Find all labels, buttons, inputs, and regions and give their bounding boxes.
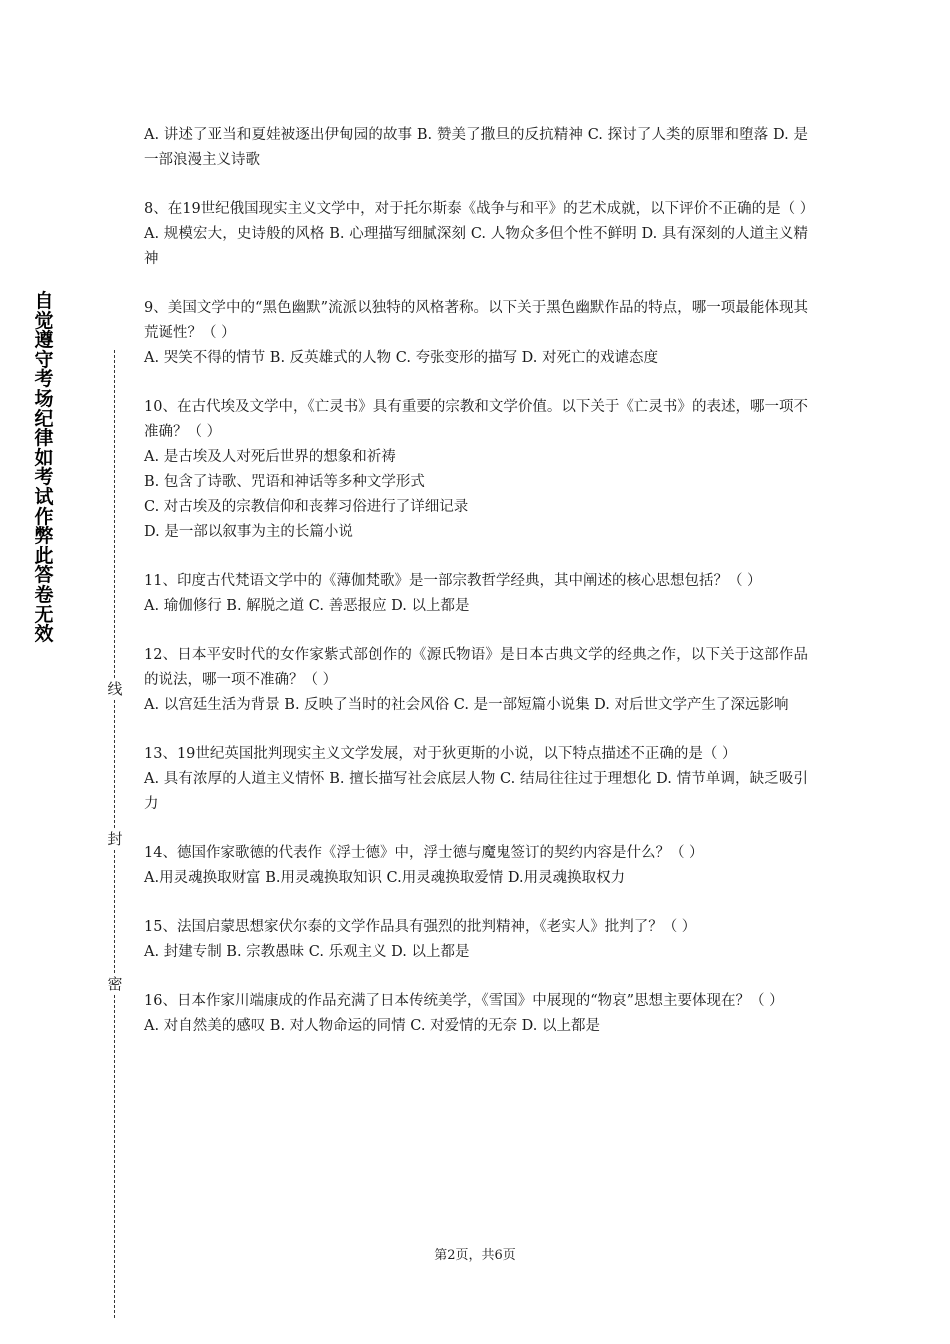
question-block — [144, 742, 808, 817]
question-line: A. 规模宏大，史诗般的风格 B. 心理描写细腻深刻 C. 人物众多但个性不鲜明 D. 具有深刻的人道主义精神 — [144, 226, 808, 267]
page-number-footer: 第2页，共6页 — [434, 1248, 516, 1263]
question-line: A. 瑜伽修行 B. 解脱之道 C. 善恶报应 D. 以上都是 — [144, 598, 470, 614]
question-line: 9、美国文学中的“黑色幽默”流派以独特的风格著称。以下关于黑色幽默作品的特点，哪一项最能体现其荒诞性？（ ） — [144, 300, 808, 341]
binding-label-seal: 封 — [104, 828, 126, 850]
question-block — [144, 123, 808, 173]
exam-discipline-warning: 自觉遵守考场纪律如考试作弊此答卷无效 — [34, 290, 54, 646]
question-block — [144, 395, 808, 545]
question-line: A.用灵魂换取财富 B.用灵魂换取知识 C.用灵魂换取爱情 D.用灵魂换取权力 — [144, 870, 626, 886]
question-block — [144, 841, 808, 891]
binding-label-line: 线 — [104, 678, 126, 700]
question-line: C. 对古埃及的宗教信仰和丧葬习俗进行了详细记录 — [144, 499, 469, 515]
question-line: 16、日本作家川端康成的作品充满了日本传统美学，《雪国》中展现的“物哀”思想主要体现在？（ ） — [144, 993, 784, 1009]
question-block — [144, 989, 808, 1039]
question-line: A. 讲述了亚当和夏娃被逐出伊甸园的故事 B. 赞美了撒旦的反抗精神 C. 探讨了人类的原罪和堕落 D. 是一部浪漫主义诗歌 — [144, 127, 808, 168]
binding-label-secret: 密 — [104, 973, 126, 995]
question-line: D. 是一部以叙事为主的长篇小说 — [144, 524, 353, 540]
question-line: 12、日本平安时代的女作家紫式部创作的《源氏物语》是日本古典文学的经典之作，以下关于这部作品的说法，哪一项不准确？（ ） — [144, 647, 808, 688]
question-block — [144, 197, 815, 272]
question-block — [144, 915, 808, 965]
question-block — [144, 296, 808, 371]
question-block — [144, 643, 808, 718]
question-line: 8、在19世纪俄国现实主义文学中，对于托尔斯泰《战争与和平》的艺术成就，以下评价不正确的是（ ） — [144, 201, 815, 217]
question-line: 10、在古代埃及文学中，《亡灵书》具有重要的宗教和文学价值。以下关于《亡灵书》的表述，哪一项不准确？（ ） — [144, 399, 808, 440]
question-line: A. 是古埃及人对死后世界的想象和祈祷 — [144, 449, 396, 465]
question-line: A. 哭笑不得的情节 B. 反英雄式的人物 C. 夸张变形的描写 D. 对死亡的戏谑态度 — [144, 350, 659, 366]
question-line: A. 封建专制 B. 宗教愚昧 C. 乐观主义 D. 以上都是 — [144, 944, 470, 960]
question-line: A. 对自然美的感叹 B. 对人物命运的同情 C. 对爱情的无奈 D. 以上都是 — [144, 1018, 601, 1034]
question-line: 14、德国作家歌德的代表作《浮士德》中，浮士德与魔鬼签订的契约内容是什么？（ ） — [144, 845, 704, 861]
question-list — [144, 123, 815, 1063]
question-line: A. 以宫廷生活为背景 B. 反映了当时的社会风俗 C. 是一部短篇小说集 D. 对后世文学产生了深远影响 — [144, 697, 789, 713]
question-line: A. 具有浓厚的人道主义情怀 B. 擅长描写社会底层人物 C. 结局往往过于理想化 D. 情节单调，缺乏吸引力 — [144, 771, 808, 812]
question-line: 13、19世纪英国批判现实主义文学发展，对于狄更斯的小说，以下特点描述不正确的是（ ） — [144, 746, 737, 762]
question-line: 11、印度古代梵语文学中的《薄伽梵歌》是一部宗教哲学经典，其中阐述的核心思想包括？（ ） — [144, 573, 762, 589]
question-line: 15、法国启蒙思想家伏尔泰的文学作品具有强烈的批判精神，《老实人》批判了？（ ） — [144, 919, 697, 935]
question-block — [144, 569, 808, 619]
question-line: B. 包含了诗歌、咒语和神话等多种文学形式 — [144, 474, 425, 490]
